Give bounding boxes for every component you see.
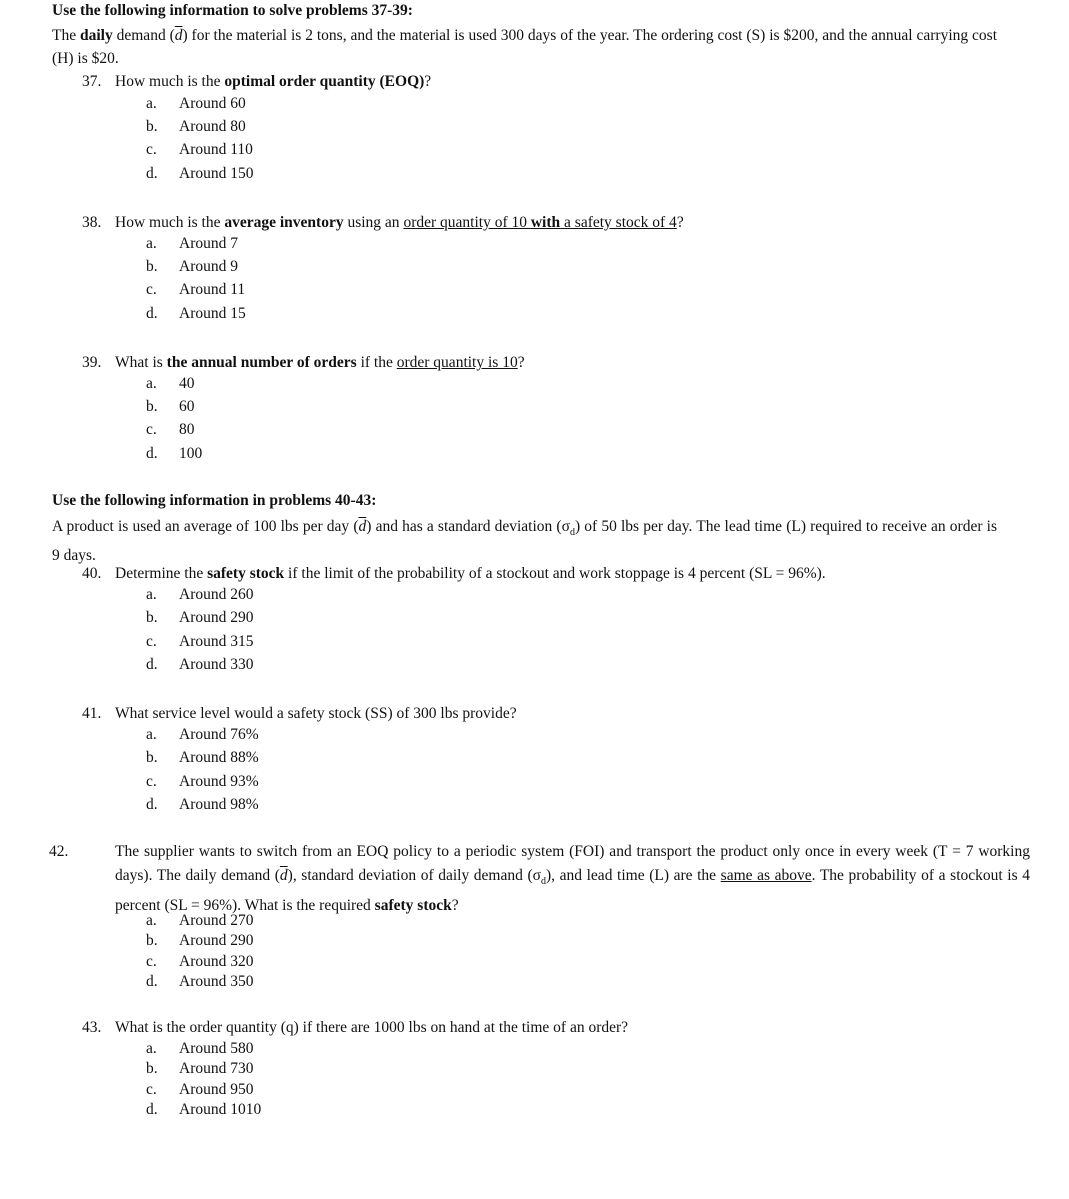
- q42-option-c: c. Around 320: [146, 953, 254, 970]
- question-42: 42. The supplier wants to switch from an EOQ policy to a periodic system (FOI) and transport the product only once in every week (T = 7 working days). The daily demand $(\overline{d})$, standard deviation of daily demand $(\sigma_d)$, and lead time (L) are the same as above. The probability of a stockout is 4 percent (SL = 96%). What is the required safety stock?: [49, 843, 1030, 915]
- q40-option-d: d. Around 330: [146, 656, 254, 673]
- q37-option-d: d. Around 150: [146, 165, 254, 182]
- d-bar-symbol: $\overline{d}$: [358, 518, 367, 535]
- q40-option-b: b. Around 290: [146, 609, 254, 626]
- q37-option-a: a. Around 60: [146, 95, 246, 112]
- q42-option-b: b. Around 290: [146, 932, 254, 949]
- q40-option-a: a. Around 260: [146, 586, 254, 603]
- q39-option-b: b. 60: [146, 398, 195, 415]
- section2-heading: Use the following information in problems 40-43:: [52, 492, 377, 509]
- q41-option-b: b. Around 88%: [146, 749, 259, 766]
- q43-option-b: b. Around 730: [146, 1060, 254, 1077]
- question-41: 41. What service level would a safety stock (SS) of 300 lbs provide?: [82, 705, 517, 722]
- q39-option-d: d. 100: [146, 445, 203, 462]
- q38-option-d: d. Around 15: [146, 305, 246, 322]
- q39-option-a: a. 40: [146, 375, 195, 392]
- q37-option-b: b. Around 80: [146, 118, 246, 135]
- q37-option-c: c. Around 110: [146, 141, 253, 158]
- d-bar-symbol: $\overline{d}$: [279, 867, 288, 884]
- d-bar-symbol: $\overline{d}$: [174, 27, 183, 44]
- q39-option-c: c. 80: [146, 421, 195, 438]
- section2-intro: A product is used an average of 100 lbs per day $(\overline{d})$ and has a standard deviation $(\sigma_d)$ of 50 lbs per day. The lead time (L) required to receive an order is 9 days.: [52, 518, 997, 565]
- q41-option-a: a. Around 76%: [146, 726, 259, 743]
- q38-option-c: c. Around 11: [146, 281, 246, 298]
- question-38: 38. How much is the average inventory using an order quantity of 10 with a safety stock of 4?: [82, 214, 684, 231]
- section1-heading: Use the following information to solve problems 37-39:: [52, 2, 413, 19]
- q43-option-a: a. Around 580: [146, 1040, 254, 1057]
- q42-option-d: d. Around 350: [146, 973, 254, 990]
- question-43: 43. What is the order quantity (q) if there are 1000 lbs on hand at the time of an order?: [82, 1019, 629, 1036]
- q38-option-b: b. Around 9: [146, 258, 238, 275]
- q41-option-d: d. Around 98%: [146, 796, 259, 813]
- question-40: 40. Determine the safety stock if the limit of the probability of a stockout and work stoppage is 4 percent (SL = 96%).: [82, 565, 826, 582]
- section1-intro: The daily demand $(\overline{d})$ for the material is 2 tons, and the material is used 300 days of the year. The ordering cost (S) is $200, and the annual carrying cost (H) is $20.: [52, 27, 997, 67]
- q42-option-a: a. Around 270: [146, 912, 254, 929]
- question-37: 37. How much is the optimal order quantity (EOQ)?: [82, 73, 432, 90]
- q40-option-c: c. Around 315: [146, 633, 254, 650]
- q41-option-c: c. Around 93%: [146, 773, 259, 790]
- question-39: 39. What is the annual number of orders if the order quantity is 10?: [82, 354, 525, 371]
- q43-option-c: c. Around 950: [146, 1081, 254, 1098]
- q43-option-d: d. Around 1010: [146, 1101, 262, 1118]
- q38-option-a: a. Around 7: [146, 235, 238, 252]
